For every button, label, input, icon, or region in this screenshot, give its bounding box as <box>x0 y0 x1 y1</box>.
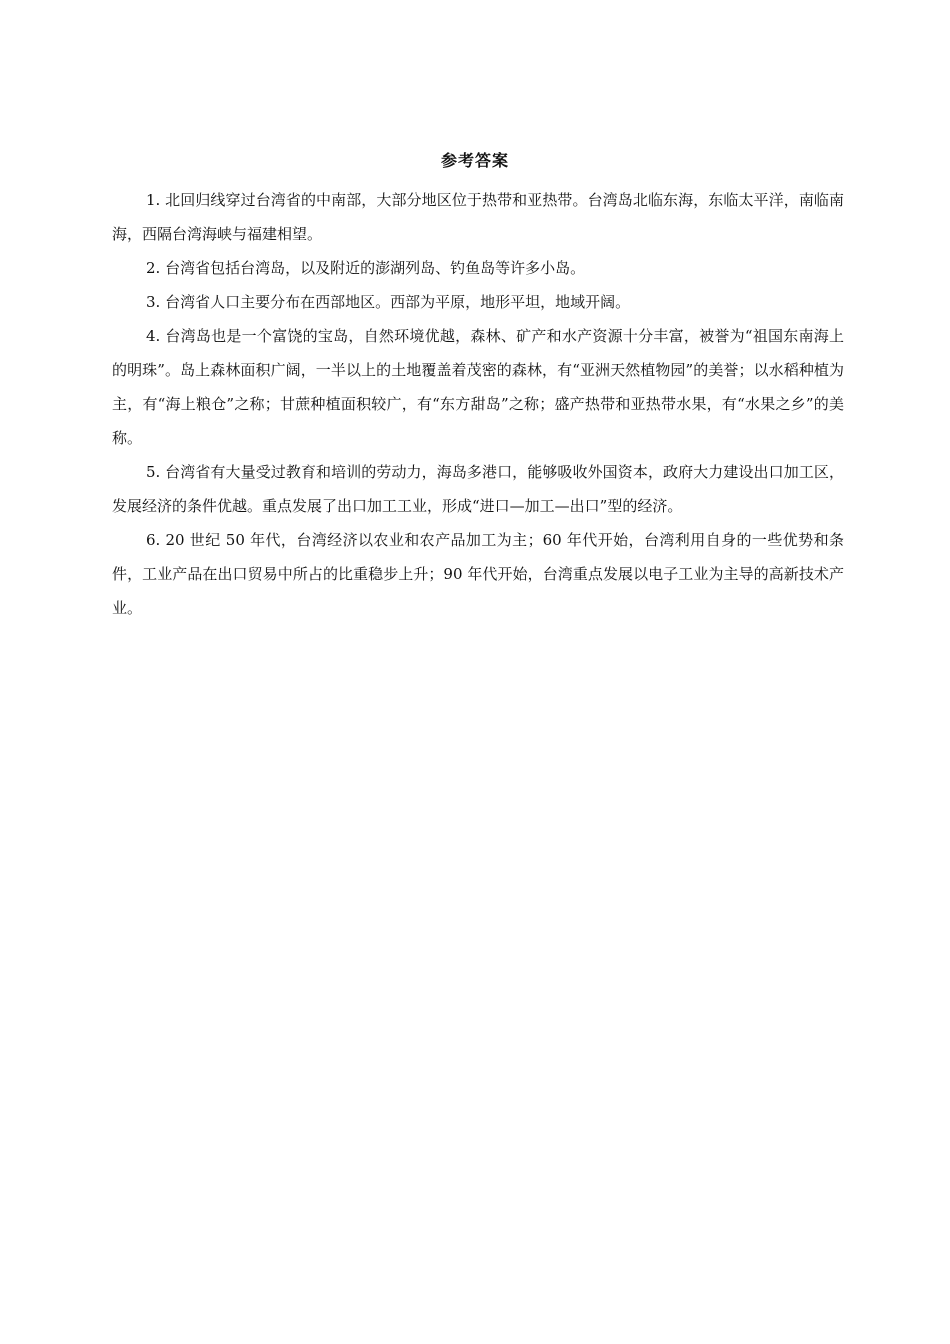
answer-paragraph-3: 3. 台湾省人口主要分布在西部地区。西部为平原，地形平坦，地域开阔。 <box>146 293 631 311</box>
answer-paragraph-1: 1. 北回归线穿过台湾省的中南部，大部分地区位于热带和亚热带。台湾岛北临东海，东临太平洋，南临南海，西隔台湾海峡与福建相望。 <box>112 191 844 243</box>
answer-title: 参考答案 <box>440 151 509 170</box>
answer-content <box>112 183 844 625</box>
answer-paragraph-6: 6. 20 世纪 50 年代，台湾经济以农业和农产品加工为主；60 年代开始，台湾利用自身的一些优势和条件，工业产品在出口贸易中所占的比重稳步上升；90 年代开始，台湾重点发展以电子工业为主导的高新技术产业。 <box>112 531 844 617</box>
answer-paragraph-2: 2. 台湾省包括台湾岛，以及附近的澎湖列岛、钓鱼岛等许多小岛。 <box>146 259 586 277</box>
answer-paragraph-5: 5. 台湾省有大量受过教育和培训的劳动力，海岛多港口，能够吸收外国资本，政府大力建设出口加工区，发展经济的条件优越。重点发展了出口加工工业，形成“进口—加工—出口”型的经济。 <box>112 463 844 515</box>
answer-paragraph-4: 4. 台湾岛也是一个富饶的宝岛，自然环境优越，森林、矿产和水产资源十分丰富，被誉为“祖国东南海上的明珠”。岛上森林面积广阔，一半以上的土地覆盖着茂密的森林，有“亚洲天然植物园”的美誉；以水稻种植为主，有“海上粮仓”之称；甘蔗种植面积较广，有“东方甜岛”之称；盛产热带和亚热带水果，有“水果之乡”的美称。 <box>112 327 844 447</box>
